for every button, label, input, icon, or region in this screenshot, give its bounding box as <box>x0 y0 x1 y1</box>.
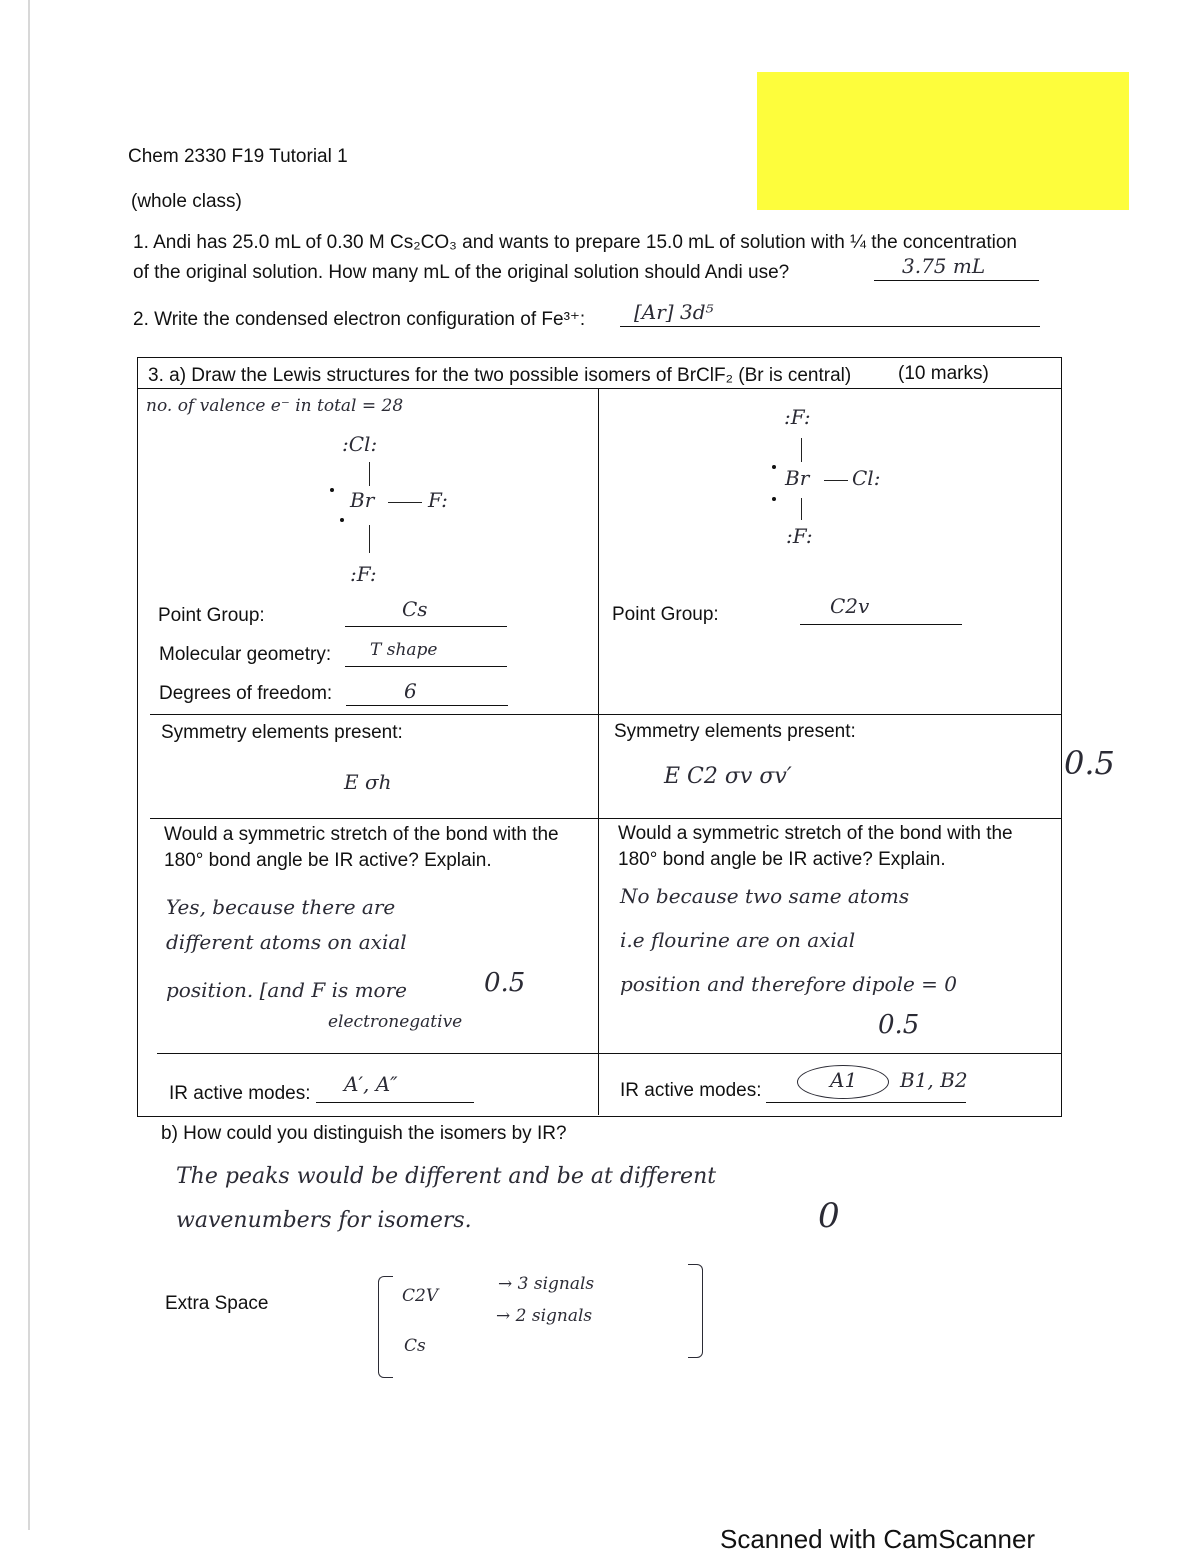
left-point-group-label: Point Group: <box>158 605 265 626</box>
right-ir-answer-3: position and therefore dipole = 0 <box>620 972 958 996</box>
left-lewis-center-atom: Br <box>350 488 375 512</box>
left-ir-modes-label: IR active modes: <box>169 1083 311 1104</box>
left-symmetry: E σh <box>344 770 392 794</box>
q3b-answer-1: The peaks would be different and be at different <box>176 1164 717 1189</box>
q1-line1: 1. Andi has 25.0 mL of 0.30 M Cs₂CO₃ and wants to prepare 15.0 mL of solution with ¼ the concentration <box>133 232 1017 253</box>
left-dof-line <box>346 687 508 706</box>
right-ir-question-2: 180° bond angle be IR active? Explain. <box>618 849 946 870</box>
q2-prompt: 2. Write the condensed electron configuration of Fe³⁺: <box>133 309 586 330</box>
left-ir-answer-2: different atoms on axial <box>166 930 407 954</box>
right-ir-modes-label: IR active modes: <box>620 1080 762 1101</box>
right-ir-answer-2: i.e flourine are on axial <box>620 928 856 952</box>
right-mark: 0.5 <box>878 1010 920 1040</box>
q3b-score: 0 <box>818 1196 840 1236</box>
page-subtitle: (whole class) <box>131 191 242 212</box>
extra-row3-left: Cs <box>404 1336 426 1356</box>
left-lewis-right-atom: F: <box>428 488 448 512</box>
left-ir-question-2: 180° bond angle be IR active? Explain. <box>164 850 492 871</box>
right-bond-vertical-top <box>801 438 802 462</box>
right-lone-pair <box>772 465 776 469</box>
extra-space-label: Extra Space <box>165 1293 269 1314</box>
right-ir-modes-rest: B1, B2 <box>900 1068 968 1092</box>
right-ir-answer-1: No because two same atoms <box>620 884 910 908</box>
extra-bracket-left <box>378 1276 393 1378</box>
q3-row-divider-3 <box>157 1053 1061 1054</box>
left-mark: 0.5 <box>484 968 526 998</box>
right-ir-question-1: Would a symmetric stretch of the bond with the <box>618 823 1013 844</box>
left-lewis-top-atom: :Cl: <box>342 432 378 456</box>
left-ir-question-1: Would a symmetric stretch of the bond with the <box>164 824 559 845</box>
extra-row1-right: → 3 signals <box>498 1274 595 1294</box>
extra-row2-mid: → 2 signals <box>496 1306 593 1326</box>
extra-bracket-right <box>688 1264 703 1358</box>
left-bond-vertical-top <box>369 462 370 486</box>
right-point-group-label: Point Group: <box>612 604 719 625</box>
left-ir-answer-1: Yes, because there are <box>166 895 396 919</box>
margin-mark: 0.5 <box>1064 744 1115 782</box>
left-lone-pair <box>330 488 334 492</box>
valence-note: no. of valence e⁻ in total = 28 <box>146 396 404 416</box>
q3-row-divider-1 <box>150 714 1061 715</box>
left-lone-pair <box>340 518 344 522</box>
q3-row-divider-2 <box>150 818 1061 819</box>
q3-marks: (10 marks) <box>898 363 989 384</box>
q3b-answer-2: wavenumbers for isomers. <box>176 1208 472 1233</box>
right-symmetry: E C2 σv σv′ <box>664 764 792 789</box>
left-dof: 6 <box>404 679 417 703</box>
q1-line2: of the original solution. How many mL of the original solution should Andi use? <box>133 262 790 283</box>
extra-row1-left: C2V <box>402 1286 439 1306</box>
q3-header-divider <box>137 388 1061 389</box>
right-lone-pair <box>772 497 776 501</box>
yellow-highlight <box>757 72 1129 210</box>
q3b-prompt: b) How could you distinguish the isomers by IR? <box>161 1123 567 1144</box>
right-lewis-center-atom: Br <box>785 466 810 490</box>
camscanner-watermark: Scanned with CamScanner <box>720 1524 1036 1554</box>
q3-heading: 3. a) Draw the Lewis structures for the two possible isomers of BrClF₂ (Br is central) <box>148 365 852 386</box>
right-bond-vertical-bottom <box>801 498 802 520</box>
left-lewis-bottom-atom: :F: <box>350 562 377 586</box>
left-dof-label: Degrees of freedom: <box>159 683 333 704</box>
right-symmetry-label: Symmetry elements present: <box>614 721 856 742</box>
left-ir-answer-3: position. [and F is more <box>166 978 407 1002</box>
left-symmetry-label: Symmetry elements present: <box>161 722 403 743</box>
right-point-group: C2v <box>830 594 870 618</box>
left-geometry: T shape <box>370 640 438 660</box>
left-ir-modes: A′, A″ <box>344 1072 398 1096</box>
left-bond-vertical-bottom <box>369 525 370 553</box>
right-lewis-bottom-atom: :F: <box>786 524 813 548</box>
q3-column-divider <box>598 388 599 1115</box>
right-bond-horizontal <box>824 480 848 481</box>
right-ir-modes-circled: A1 <box>830 1068 858 1092</box>
q1-answer: 3.75 mL <box>902 254 986 278</box>
q2-answer: [Ar] 3d⁵ <box>634 300 714 324</box>
left-ir-answer-4: electronegative <box>328 1012 463 1032</box>
right-lewis-top-atom: :F: <box>784 405 811 429</box>
left-bond-horizontal <box>388 502 422 503</box>
right-point-group-line <box>800 606 962 625</box>
page-title: Chem 2330 F19 Tutorial 1 <box>128 146 348 167</box>
left-geometry-label: Molecular geometry: <box>159 644 332 665</box>
right-lewis-right-atom: Cl: <box>852 466 881 490</box>
left-point-group: Cs <box>402 597 428 621</box>
